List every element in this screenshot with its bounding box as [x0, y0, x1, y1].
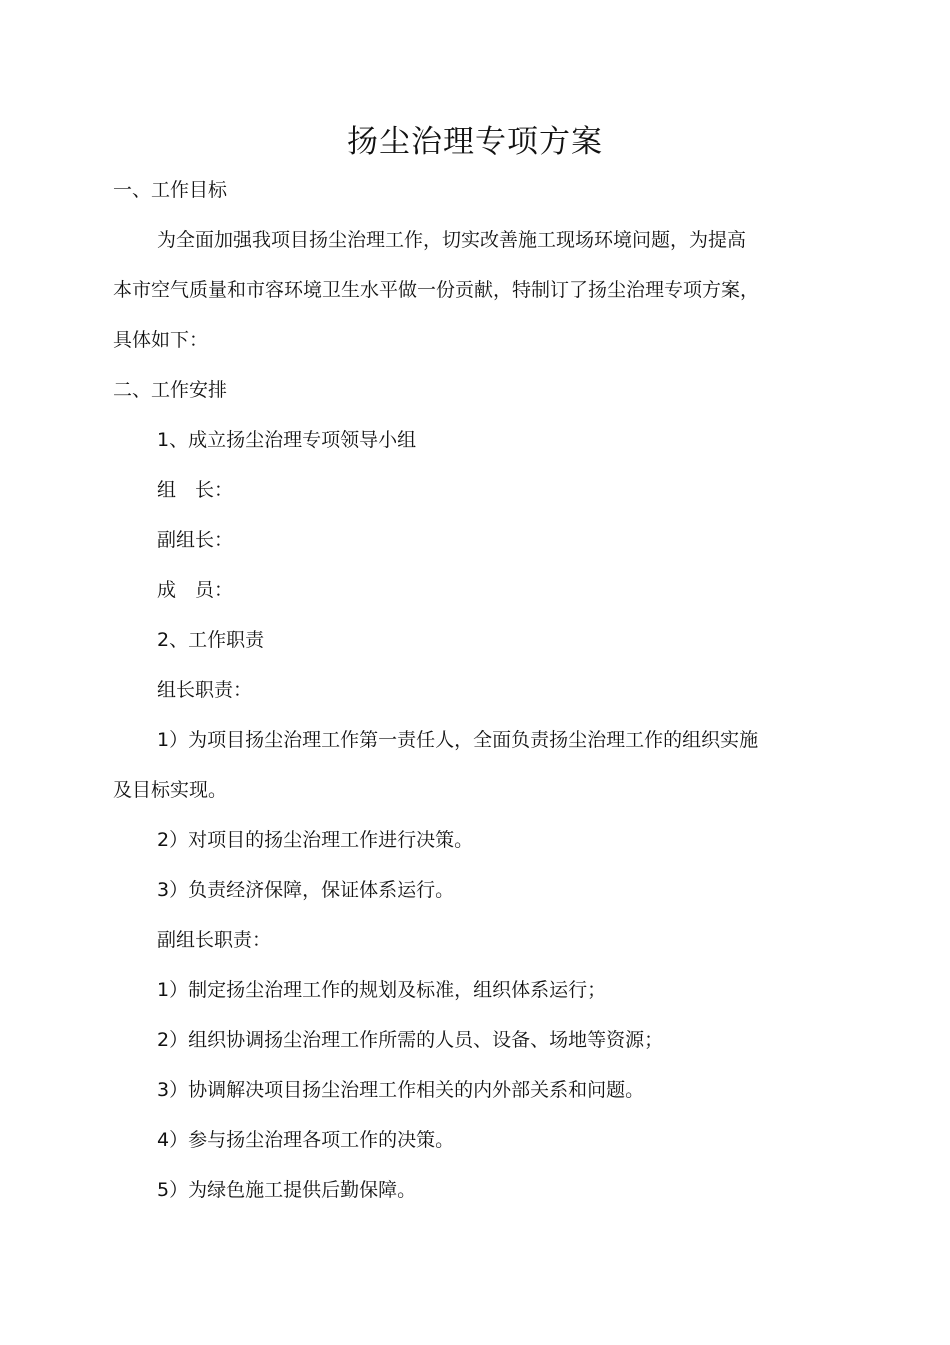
section-heading-goals: 一、工作目标	[113, 179, 228, 201]
duty-item: 4）参与扬尘治理各项工作的决策。	[157, 1129, 455, 1151]
duty-item: 2）组织协调扬尘治理工作所需的人员、设备、场地等资源；	[157, 1029, 664, 1051]
subheading-leader-duties: 组长职责：	[157, 679, 253, 701]
duty-item: 1）制定扬尘治理工作的规划及标准，组织体系运行；	[157, 979, 607, 1001]
paragraph-line: 为全面加强我项目扬尘治理工作，切实改善施工现场环境问题，为提高	[157, 229, 747, 251]
list-item: 2、工作职责	[157, 629, 265, 651]
subheading-deputy-duties: 副组长职责：	[157, 929, 272, 951]
document-title: 扬尘治理专项方案	[347, 124, 603, 160]
section-heading-arrangement: 二、工作安排	[113, 379, 228, 401]
leader-field-label: 组 长：	[157, 479, 234, 501]
duty-item-continuation: 及目标实现。	[113, 779, 228, 801]
duty-item: 5）为绿色施工提供后勤保障。	[157, 1179, 417, 1201]
duty-item: 3）负责经济保障，保证体系运行。	[157, 879, 455, 901]
deputy-field-label: 副组长：	[157, 529, 234, 551]
paragraph-line: 具体如下：	[113, 329, 209, 351]
duty-item: 3）协调解决项目扬尘治理工作相关的内外部关系和问题。	[157, 1079, 645, 1101]
duty-item: 2）对项目的扬尘治理工作进行决策。	[157, 829, 474, 851]
list-item: 1、成立扬尘治理专项领导小组	[157, 429, 417, 451]
paragraph-line: 本市空气质量和市容环境卫生水平做一份贡献，特制订了扬尘治理专项方案，	[113, 279, 760, 301]
member-field-label: 成 员：	[157, 579, 234, 601]
duty-item: 1）为项目扬尘治理工作第一责任人，全面负责扬尘治理工作的组织实施	[157, 729, 759, 751]
